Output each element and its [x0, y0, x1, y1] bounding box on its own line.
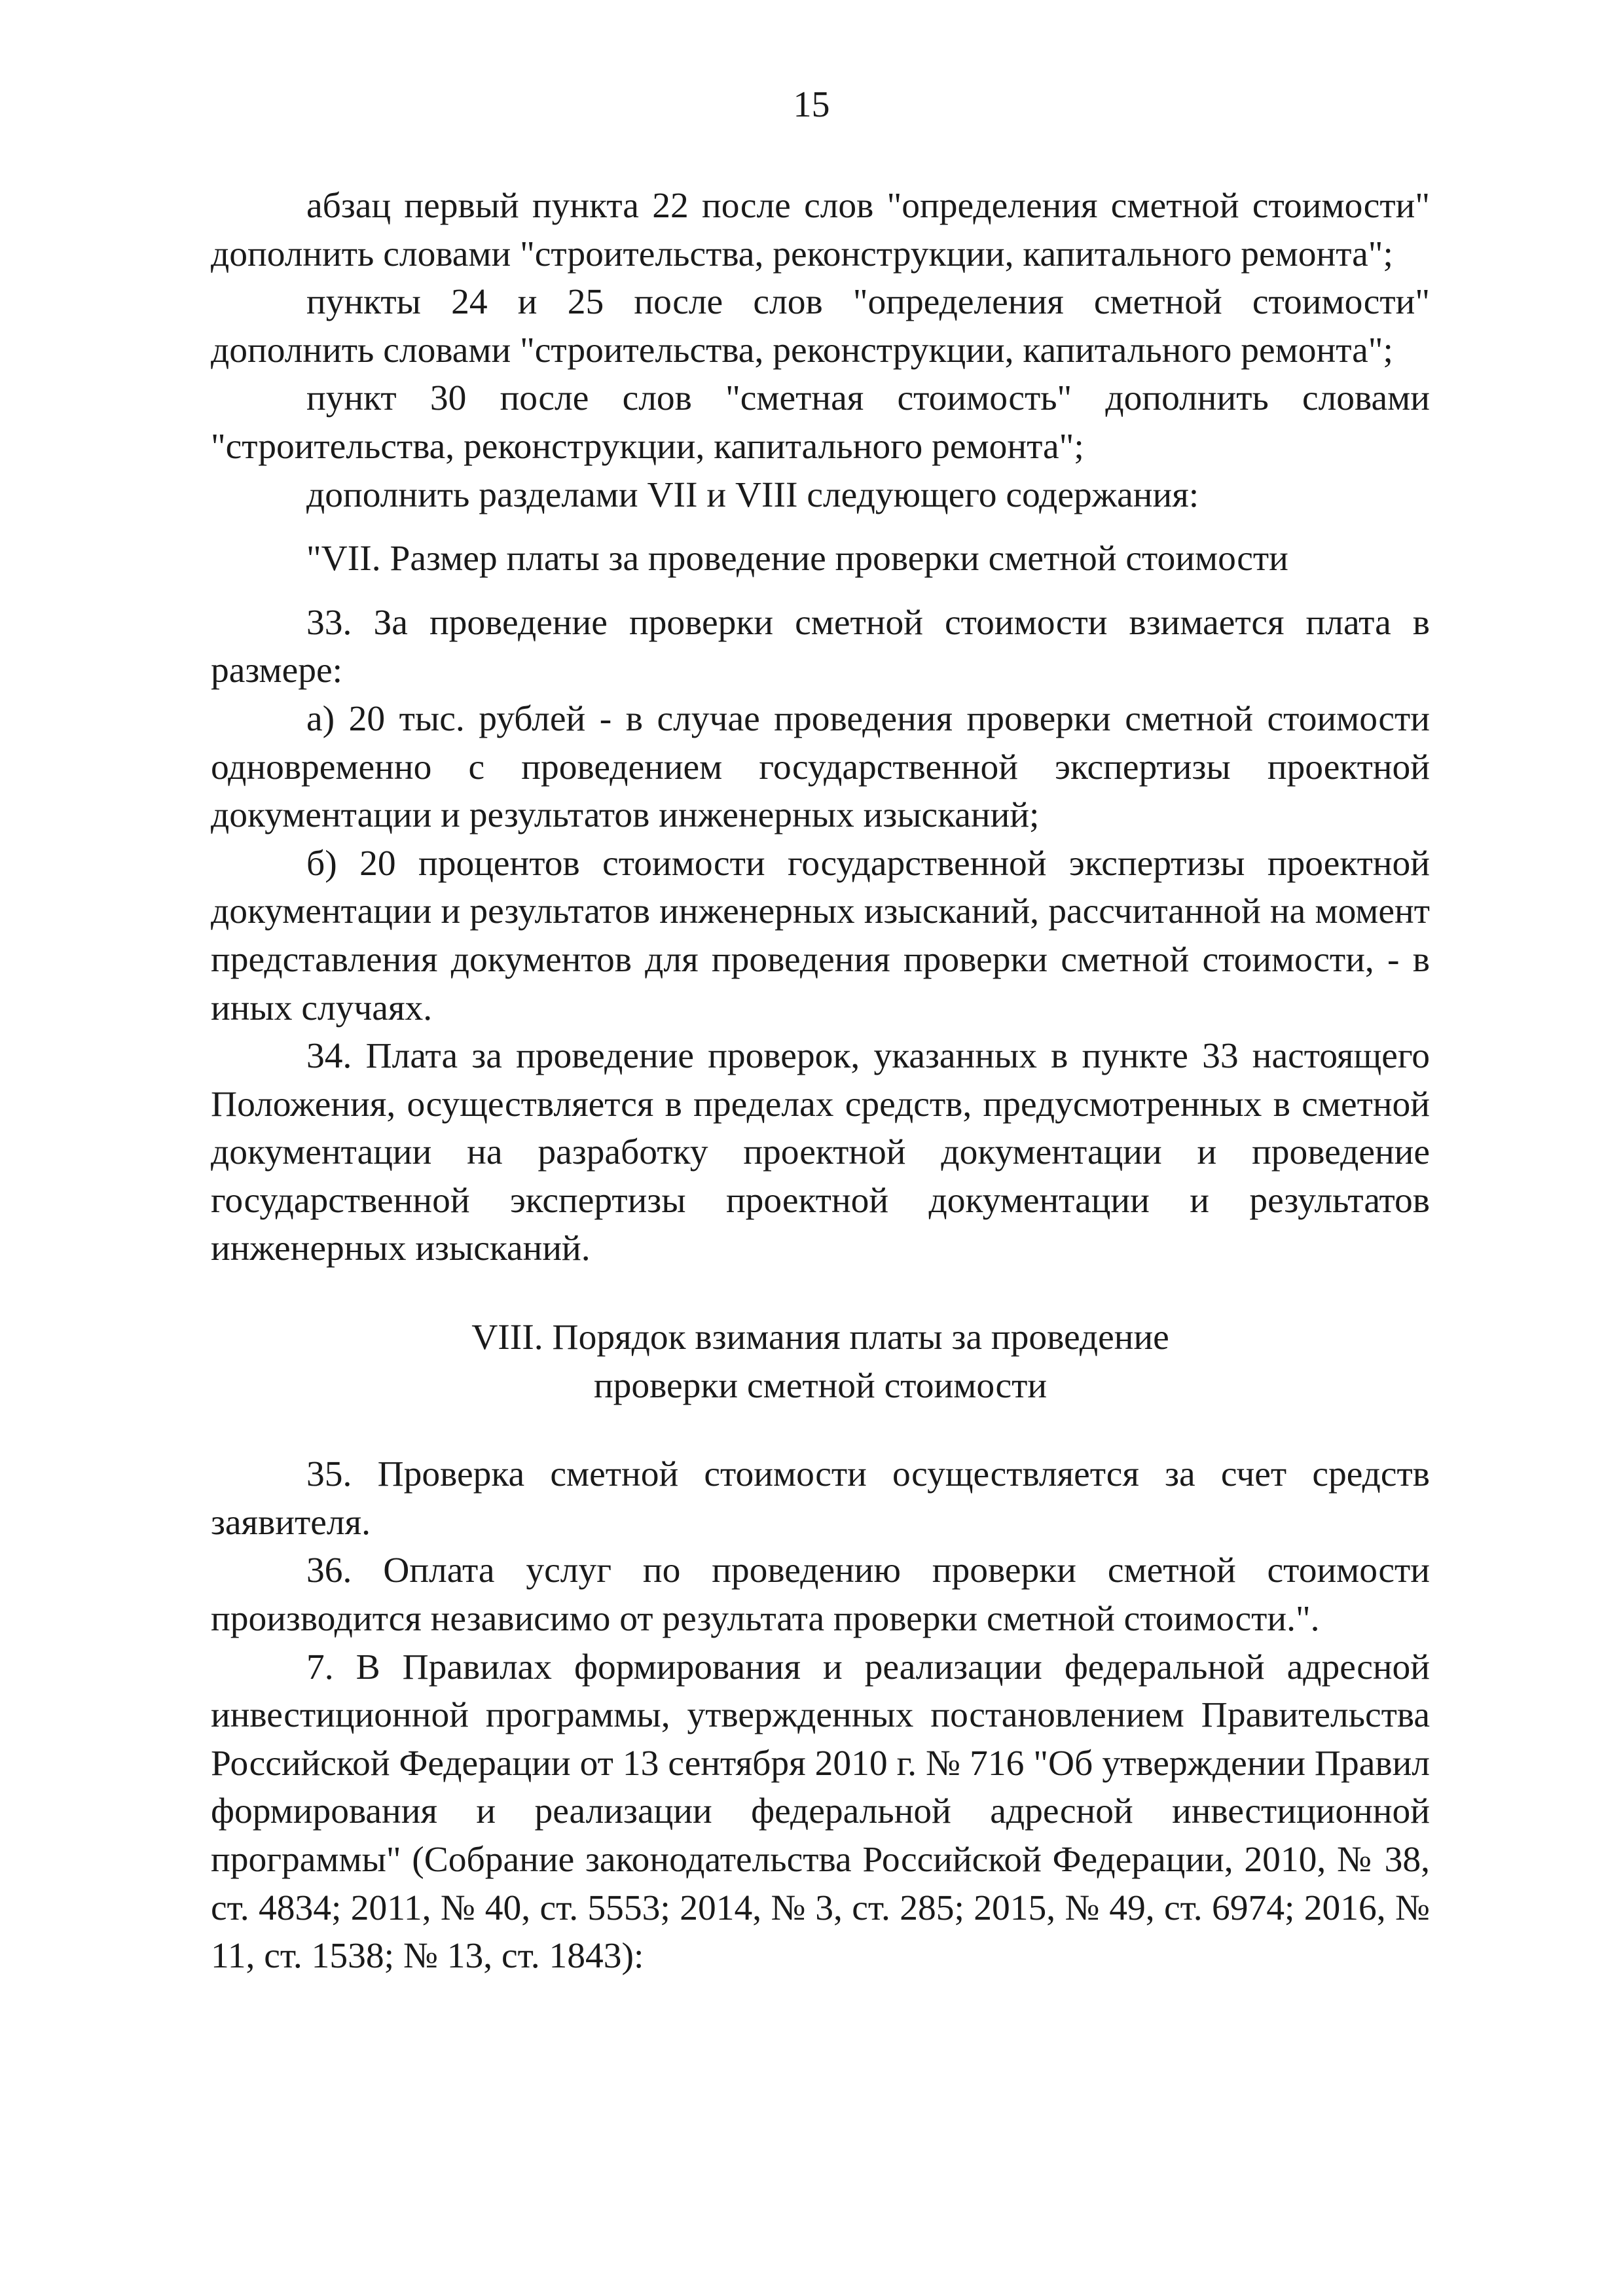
section-8-heading-line-1: VIII. Порядок взимания платы за проведение — [471, 1318, 1169, 1358]
document-body — [211, 182, 1430, 1981]
paragraph-amend-p24-25: пункты 24 и 25 после слов "определения сметной стоимости" дополнить словами "строительства, реконструкции, капитального ремонта"; — [211, 282, 1430, 370]
paragraph-amend-p22: абзац первый пункта 22 после слов "определения сметной стоимости" дополнить словами "строительства, реконструкции, капитального ремонта"; — [211, 186, 1430, 274]
paragraph-33-a: а) 20 тыс. рублей - в случае проведения проверки сметной стоимости одновременно с проведением государственной экспертизы проектной документации и результатов инженерных изысканий; — [211, 698, 1430, 836]
section-8-heading-line-2: проверки сметной стоимости — [593, 1365, 1048, 1406]
section-7-heading: "VII. Размер платы за проведение проверки сметной стоимости — [306, 539, 1288, 579]
paragraph-33: 33. За проведение проверки сметной стоимости взимается плата в размере: — [211, 602, 1430, 691]
page-number: 15 — [793, 84, 830, 125]
paragraph-34: 34. Плата за проведение проверок, указанных в пункте 33 настоящего Положения, осуществляется в пределах средств, предусмотренных в сметной документации на разработку проектной документации и проведение государственной экспертизы проектной документации и результатов инженерных изысканий. — [211, 1036, 1430, 1269]
paragraph-7: 7. В Правилах формирования и реализации федеральной адресной инвестиционной программы, утвержденных постановлением Правительства Российской Федерации от 13 сентября 2010 г. № 716 "Об утверждении Правил формирования и реализации федеральной адресной инвестиционной программы" (Собрание законодательства Российской Федерации, 2010, № 38, ст. 4834; 2011, № 40, ст. 5553; 2014, № 3, ст. 285; 2015, № 49, ст. 6974; 2016, № 11, ст. 1538; № 13, ст. 1843): — [211, 1647, 1430, 1977]
paragraph-amend-p30: пункт 30 после слов "сметная стоимость" дополнить словами "строительства, реконструкции, капитального ремонта"; — [211, 378, 1430, 467]
paragraph-add-sections: дополнить разделами VII и VIII следующего содержания: — [306, 475, 1199, 515]
paragraph-35: 35. Проверка сметной стоимости осуществляется за счет средств заявителя. — [211, 1454, 1430, 1543]
paragraph-33-b: б) 20 процентов стоимости государственной экспертизы проектной документации и результатов инженерных изысканий, рассчитанной на момент представления документов для проведения проверки сметной стоимости, - в иных случаях. — [211, 843, 1430, 1028]
paragraph-36: 36. Оплата услуг по проведению проверки сметной стоимости производится независимо от результата проверки сметной стоимости.". — [211, 1551, 1430, 1640]
